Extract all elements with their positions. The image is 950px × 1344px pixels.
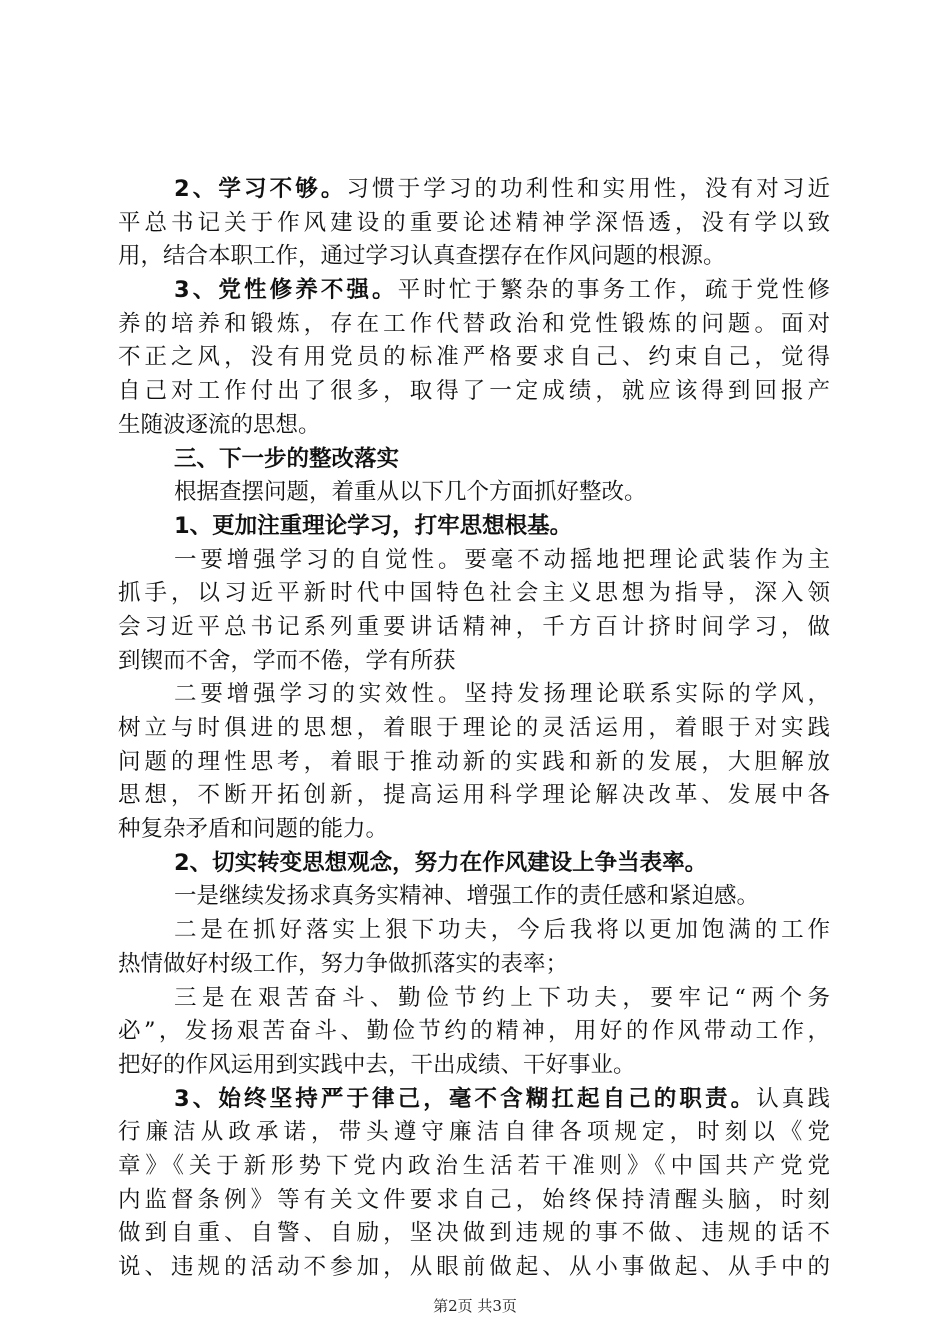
document-body bbox=[118, 173, 830, 1285]
paragraph-line: 根据查摆问题，着重从以下几个方面抓好整改。 bbox=[174, 479, 647, 506]
paragraph-line: 平总书记关于作风建设的重要论述精神学深悟透，没有学以致 bbox=[118, 209, 830, 236]
paragraph-line: 做到自重、自警、自励，坚决做到违规的事不做、违规的话不 bbox=[118, 1220, 830, 1247]
paragraph-line bbox=[118, 173, 830, 207]
section-heading: 三、下一步的整改落实 bbox=[174, 445, 400, 472]
paragraph-line: 内监督条例》等有关文件要求自己，始终保持清醒头脑，时刻 bbox=[118, 1186, 830, 1213]
paragraph-heading: 2、学习不够。 bbox=[174, 176, 347, 202]
paragraph-line bbox=[118, 1083, 830, 1117]
subsection-heading: 2、切实转变思想观念，努力在作风建设上争当表率。 bbox=[174, 849, 708, 876]
paragraph-line: 树立与时俱进的思想，着眼于理论的灵活运用，着眼于对实践 bbox=[118, 715, 830, 741]
paragraph-line: 必”，发扬艰苦奋斗、勤俭节约的精神，用好的作风带动工作， bbox=[118, 1018, 830, 1045]
paragraph-line: 用，结合本职工作，通过学习认真查摆存在作风问题的根源。 bbox=[118, 243, 726, 270]
paragraph-line: 三是在艰苦奋斗、勤俭节约上下功夫，要牢记“两个务 bbox=[174, 984, 830, 1011]
paragraph-line: 思想，不断开拓创新，提高运用科学理论解决改革、发展中各 bbox=[118, 782, 830, 809]
paragraph-text: 认真践 bbox=[756, 1085, 830, 1112]
paragraph-text: 平时忙于繁杂的事务工作，疏于党性修 bbox=[397, 277, 830, 304]
paragraph-heading: 3、始终坚持严于律己，毫不含糊扛起自己的职责。 bbox=[174, 1085, 757, 1112]
paragraph-line: 行廉洁从政承诺，带头遵守廉洁自律各项规定，时刻以《党 bbox=[118, 1119, 830, 1146]
paragraph-line: 把好的作风运用到实践中去，干出成绩、干好事业。 bbox=[118, 1051, 636, 1078]
paragraph-line bbox=[118, 274, 830, 308]
paragraph-line: 一是继续发扬求真务实精神、增强工作的责任感和紧迫感。 bbox=[174, 883, 760, 910]
paragraph-line: 不正之风，没有用党员的标准严格要求自己、约束自己，觉得 bbox=[118, 344, 830, 371]
paragraph-line: 会习近平总书记系列重要讲话精神，千方百计挤时间学习，做 bbox=[118, 613, 830, 640]
paragraph-text: 习惯于学习的功利性和实用性，没有对习近 bbox=[346, 176, 830, 202]
paragraph-line: 生随波逐流的思想。 bbox=[118, 411, 321, 438]
subsection-heading: 1、更加注重理论学习，打牢思想根基。 bbox=[174, 512, 573, 539]
paragraph-line: 二是在抓好落实上狠下功夫，今后我将以更加饱满的工作 bbox=[174, 917, 830, 944]
paragraph-line: 种复杂矛盾和问题的能力。 bbox=[118, 816, 389, 843]
paragraph-line: 说、违规的活动不参加，从眼前做起、从小事做起、从手中的 bbox=[118, 1254, 830, 1280]
paragraph-line: 二要增强学习的实效性。坚持发扬理论联系实际的学风， bbox=[174, 681, 830, 708]
paragraph-line: 养的培养和锻炼，存在工作代替政治和党性锻炼的问题。面对 bbox=[118, 310, 830, 337]
paragraph-line: 自己对工作付出了很多，取得了一定成绩，就应该得到回报产 bbox=[118, 378, 830, 405]
paragraph-line: 章》《关于新形势下党内政治生活若干准则》《中国共产党党 bbox=[118, 1152, 830, 1179]
paragraph-line: 热情做好村级工作，努力争做抓落实的表率； bbox=[118, 950, 569, 977]
paragraph-heading: 3、党性修养不强。 bbox=[174, 277, 398, 304]
page-footer: 第2页 共3页 bbox=[433, 1297, 517, 1315]
paragraph-line: 一要增强学习的自觉性。要毫不动摇地把理论武装作为主 bbox=[174, 546, 830, 573]
paragraph-line: 问题的理性思考，着眼于推动新的实践和新的发展，大胆解放 bbox=[118, 748, 830, 775]
paragraph-line: 抓手，以习近平新时代中国特色社会主义思想为指导，深入领 bbox=[118, 580, 830, 607]
paragraph-line: 到锲而不舍，学而不倦，学有所获 bbox=[118, 647, 456, 674]
